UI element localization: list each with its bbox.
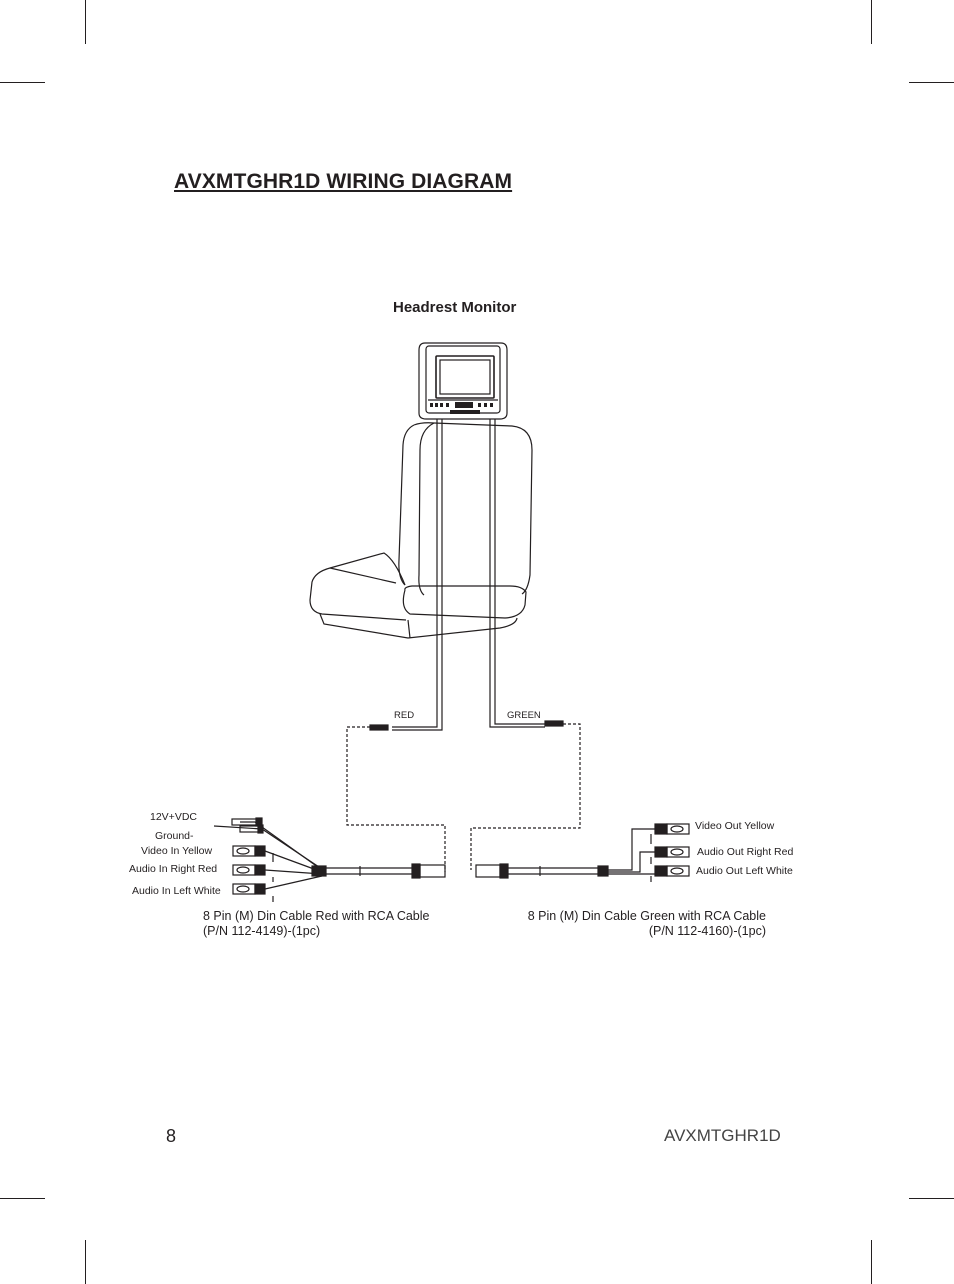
red-cable-caption-line2: (P/N 112-4149)-(1pc) [203,924,321,938]
label-audio-in-left-white: Audio In Left White [132,885,221,897]
page-title: AVXMTGHR1D WIRING DIAGRAM [174,170,513,193]
red-cable-caption [203,909,429,939]
monitor-buttons [430,402,493,414]
label-12v-vdc: 12V+VDC [150,811,197,823]
footer-model-name: AVXMTGHR1D [664,1126,781,1145]
label-ground: Ground- [155,830,194,842]
left-rca-cable [214,818,445,902]
monitor-title: Headrest Monitor [393,299,517,316]
label-video-out-yellow: Video Out Yellow [695,820,775,832]
green-cable-path [471,721,580,870]
green-cable-tag: GREEN [507,710,541,721]
green-cable-caption-line1: 8 Pin (M) Din Cable Green with RCA Cable [527,909,766,923]
label-video-in-yellow: Video In Yellow [141,845,213,857]
page-number: 8 [166,1126,177,1146]
label-audio-out-left-white: Audio Out Left White [696,865,793,877]
headrest-monitor [419,343,507,419]
label-audio-in-right-red: Audio In Right Red [129,863,218,875]
red-cable-tag: RED [394,710,415,721]
red-cable-path [347,725,445,872]
green-cable-caption-line2: (P/N 112-4160)-(1pc) [648,924,766,938]
red-cable-caption-line1: 8 Pin (M) Din Cable Red with RCA Cable [203,909,430,923]
label-audio-out-right-red: Audio Out Right Red [697,846,794,858]
green-cable-caption [514,909,766,939]
right-rca-cable [476,824,689,882]
seat [310,419,532,725]
